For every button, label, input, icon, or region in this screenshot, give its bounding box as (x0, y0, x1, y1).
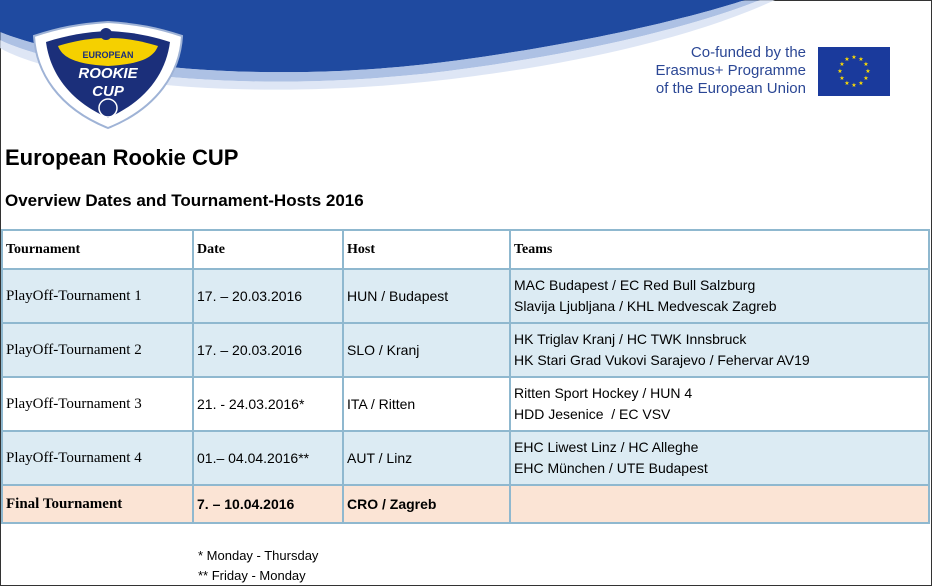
page-title: European Rookie CUP (5, 145, 239, 170)
date-cell: 01.– 04.04.2016** (193, 431, 343, 485)
logo-line2: CUP (92, 83, 124, 100)
svg-text:★: ★ (844, 80, 850, 87)
teams-line: HDD Jesenice / EC VSV (514, 406, 671, 422)
rookie-cup-logo (28, 12, 188, 130)
svg-text:★: ★ (863, 75, 869, 82)
eu-notice-line2: Erasmus+ Programme (655, 62, 806, 79)
column-header-host: Host (343, 230, 510, 269)
teams-line: HK Stari Grad Vukovi Sarajevo / Fehervar AV19 (514, 352, 810, 368)
eu-flag-icon (818, 47, 890, 96)
tournament-schedule-table (1, 229, 930, 524)
table-row (2, 377, 929, 431)
tournament-cell: PlayOff-Tournament 3 (2, 377, 193, 431)
teams-cell (510, 377, 929, 431)
teams-line: Ritten Sport Hockey / HUN 4 (514, 385, 693, 401)
host-cell: CRO / Zagreb (343, 485, 510, 523)
teams-line: Slavija Ljubljana / KHL Medvescak Zagreb (514, 298, 777, 314)
svg-text:★: ★ (851, 82, 857, 89)
column-header-date: Date (193, 230, 343, 269)
logo-top-text: EUROPEAN (82, 50, 134, 60)
teams-line: EHC München / UTE Budapest (514, 460, 708, 476)
table-row (2, 431, 929, 485)
date-cell: 21. - 24.03.2016* (193, 377, 343, 431)
footnotes (198, 546, 318, 586)
date-cell: 7. – 10.04.2016 (193, 485, 343, 523)
svg-text:★: ★ (839, 75, 845, 82)
column-header-teams: Teams (510, 230, 929, 269)
svg-text:★: ★ (858, 56, 864, 63)
svg-text:★: ★ (844, 56, 850, 63)
teams-cell (510, 485, 929, 523)
svg-text:★: ★ (839, 61, 845, 68)
teams-line: EHC Liwest Linz / HC Alleghe (514, 439, 699, 455)
eu-notice-line1: Co-funded by the (690, 44, 806, 61)
svg-text:★: ★ (858, 80, 864, 87)
svg-text:★: ★ (837, 68, 843, 75)
final-tournament-row (2, 485, 929, 523)
tournament-cell: PlayOff-Tournament 2 (2, 323, 193, 377)
eu-cofunding-notice (606, 44, 806, 98)
teams-cell (510, 431, 929, 485)
tournament-cell: PlayOff-Tournament 1 (2, 269, 193, 323)
page-subtitle: Overview Dates and Tournament-Hosts 2016 (5, 191, 364, 210)
svg-text:★: ★ (851, 54, 857, 61)
table-row (2, 269, 929, 323)
eu-notice-line3: of the European Union (655, 80, 806, 97)
footnote-double-asterisk: ** Friday - Monday (198, 568, 306, 583)
column-header-tournament: Tournament (2, 230, 193, 269)
date-cell: 17. – 20.03.2016 (193, 269, 343, 323)
host-cell: SLO / Kranj (343, 323, 510, 377)
date-cell: 17. – 20.03.2016 (193, 323, 343, 377)
tournament-cell: Final Tournament (2, 485, 193, 523)
footnote-single-asterisk: * Monday - Thursday (198, 548, 319, 563)
host-cell: AUT / Linz (343, 431, 510, 485)
logo-line1: ROOKIE (78, 65, 138, 82)
host-cell: ITA / Ritten (343, 377, 510, 431)
host-cell: HUN / Budapest (343, 269, 510, 323)
svg-text:★: ★ (865, 68, 871, 75)
teams-cell (510, 323, 929, 377)
tournament-cell: PlayOff-Tournament 4 (2, 431, 193, 485)
teams-cell (510, 269, 929, 323)
table-row (2, 323, 929, 377)
teams-line: HK Triglav Kranj / HC TWK Innsbruck (514, 331, 747, 347)
table-header-row (2, 230, 929, 269)
svg-text:★: ★ (863, 61, 869, 68)
teams-line: MAC Budapest / EC Red Bull Salzburg (514, 277, 756, 293)
